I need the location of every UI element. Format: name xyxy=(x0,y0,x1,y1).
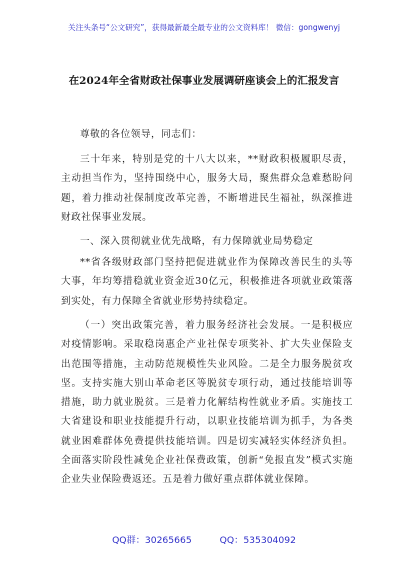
footer-qq: QQ：535304092 xyxy=(219,535,296,546)
greeting: 尊敬的各位领导，同志们： xyxy=(80,129,202,140)
header-banner: 关注头条号“公文研究”，获得最新最全最专业的公文资料库！ 微信：gongwenyj xyxy=(68,23,340,32)
document-title: 在2024年全省财政社保事业发展调研座谈会上的汇报发言 xyxy=(68,75,340,87)
paragraph-subsection-1: （一）突出政策完善，着力服务经济社会发展。一是积极应对疫情影响。采取稳岗惠企产业社保专项奖补、扩大失业保险支出范围等措施，主动防范规模性失业风险。二是全力服务脱贫攻坚。支持实施大别山革命老区等脱贫专项行动，通过技能培训等措施，助力就业脱贫。三是着力化解结构性就业矛盾。实施技工大省建设和职业技能提升行动，以职业技能培训为抓手，为各类就业困难群体免费提供技能培训。四是切实减轻实体经济负担。全面落实阶段性减免企业社保费政策，创新“免报直发”模式实施企业失业保险费返还。五是着力做好重点群体就业保障。 xyxy=(61,320,353,486)
footer-banner xyxy=(0,532,408,546)
paragraph-intro: 三十年来，特别是党的十八大以来，**财政积极履职尽责，主动担当作为，坚持围绕中心，服务大局，聚焦群众急难愁盼问题，着力推动社保制度改革完善，不断增进民生福祉，纵深推进财政社保事业发展。 xyxy=(61,154,353,223)
paragraph-section-1: **省各级财政部门坚持把促进就业作为保障改善民生的头等大事，年均筹措稳就业资金近30亿元，积极推进各项就业政策落到实处，有力保障全省就业形势持续稳定。 xyxy=(61,257,353,307)
footer-qq-group: QQ群：30265665 xyxy=(112,535,192,546)
section-heading-1: 一、深入贯彻就业优先战略，有力保障就业局势稳定 xyxy=(80,236,314,247)
